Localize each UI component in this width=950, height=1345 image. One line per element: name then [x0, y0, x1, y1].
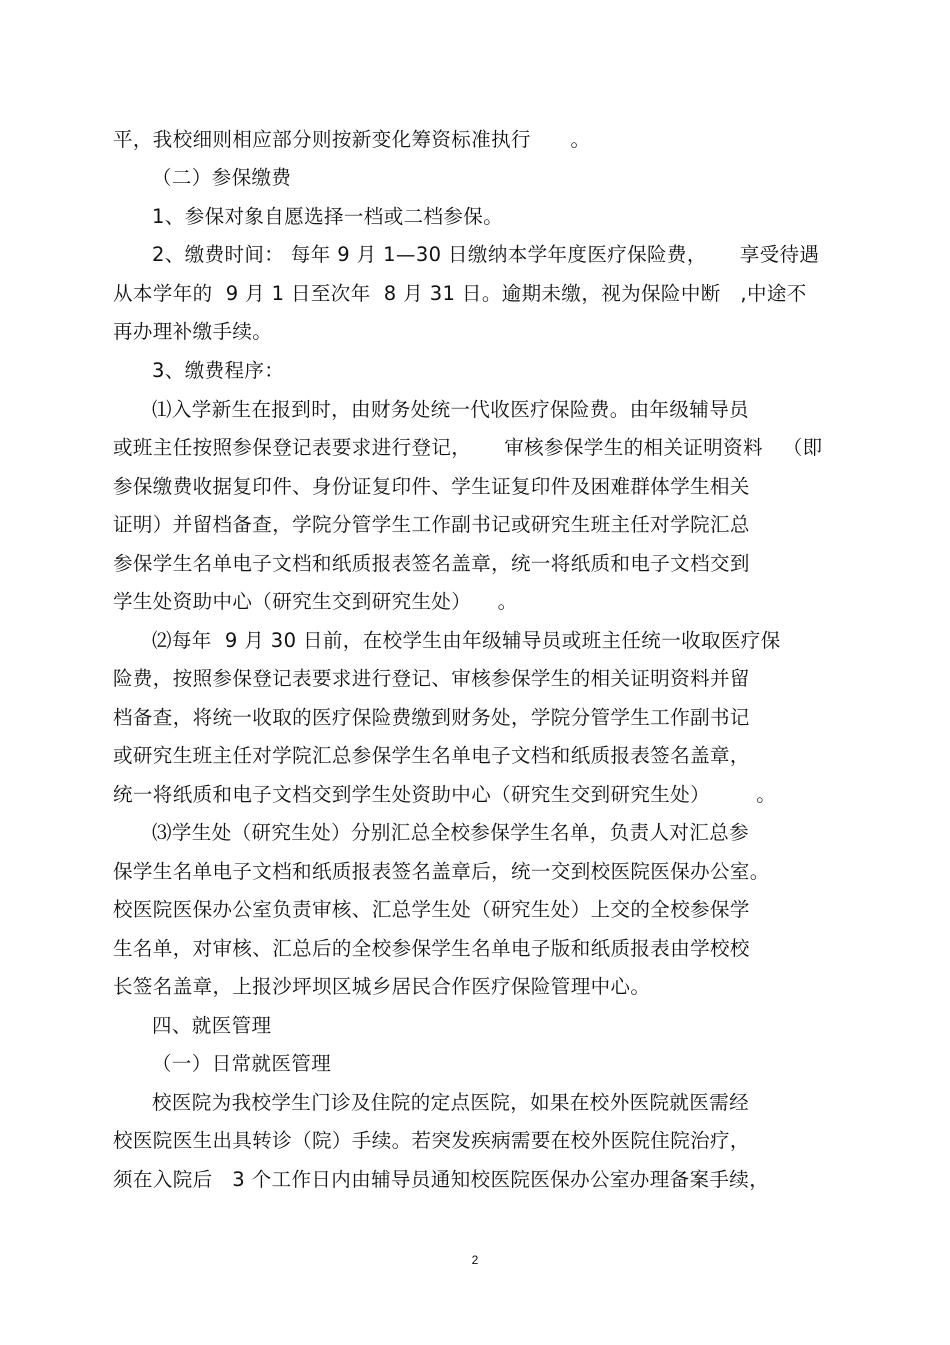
text-line: 或研究生班主任对学院汇总参保学生名单电子文档和纸质报表签名盖章， [113, 744, 750, 767]
text-line: 险费，按照参保登记表要求进行登记、审核参保学生的相关证明资料并留 [113, 667, 750, 690]
text-line: 生名单，对审核、汇总后的全校参保学生名单电子版和纸质报表由学校校 [113, 937, 750, 960]
text-line: 须在入院后 3 个工作日内由辅导员通知校医院医保办公室办理备案手续， [113, 1168, 770, 1191]
text-line: ⑶学生处（研究生处）分别汇总全校参保学生名单，负责人对汇总参 [152, 821, 750, 844]
text-line: ⑴入学新生在报到时，由财务处统一代收医疗保险费。由年级辅导员 [152, 398, 750, 421]
text-line: 校医院医生出具转诊（院）手续。若突发疾病需要在校外医院住院治疗， [113, 1129, 750, 1152]
text-line: 再办理补缴手续。 [113, 320, 273, 343]
text-line: 2、缴费时间： 每年 9 月 1—30 日缴纳本学年度医疗保险费， 享受待遇 [152, 243, 820, 266]
section-heading: 四、就医管理 [152, 1014, 272, 1037]
text-line: 平，我校细则相应部分则按新变化筹资标准执行 。 [113, 128, 591, 151]
page-number: 2 [471, 1253, 479, 1267]
text-line: 证明）并留档备查，学院分管学生工作副书记或研究生班主任对学院汇总 [113, 513, 750, 536]
text-line: 从本学年的 9 月 1 日至次年 8 月 31 日。逾期未缴，视为保险中断 ,中途不 [113, 282, 807, 305]
section-heading: （二）参保缴费 [152, 166, 292, 189]
text-line: 1、参保对象自愿选择一档或二档参保。 [152, 205, 504, 228]
text-line: 学生处资助中心（研究生交到研究生处） 。 [113, 590, 518, 613]
text-line: 保学生名单电子文档和纸质报表签名盖章后，统一交到校医院医保办公室。 [113, 860, 770, 883]
text-line: 或班主任按照参保登记表要求进行登记， 审核参保学生的相关证明资料 （即 [113, 436, 823, 459]
text-line: 统一将纸质和电子文档交到学生处资助中心（研究生交到研究生处） 。 [113, 783, 777, 806]
text-line: 长签名盖章，上报沙坪坝区城乡居民合作医疗保险管理中心。 [113, 975, 651, 998]
text-line: 校医院为我校学生门诊及住院的定点医院，如果在校外医院就医需经 [152, 1091, 750, 1114]
text-line: 参保缴费收据复印件、身份证复印件、学生证复印件及困难群体学生相关 [113, 475, 750, 498]
text-line: ⑵每年 9 月 30 日前，在校学生由年级辅导员或班主任统一收取医疗保 [152, 629, 781, 652]
text-line: 参保学生名单电子文档和纸质报表签名盖章，统一将纸质和电子文档交到 [113, 552, 750, 575]
section-heading: （一）日常就医管理 [152, 1052, 332, 1075]
text-line: 校医院医保办公室负责审核、汇总学生处（研究生处）上交的全校参保学 [113, 898, 750, 921]
text-line: 档备查，将统一收取的医疗保险费缴到财务处，学院分管学生工作副书记 [113, 706, 750, 729]
text-line: 3、缴费程序： [152, 359, 285, 382]
